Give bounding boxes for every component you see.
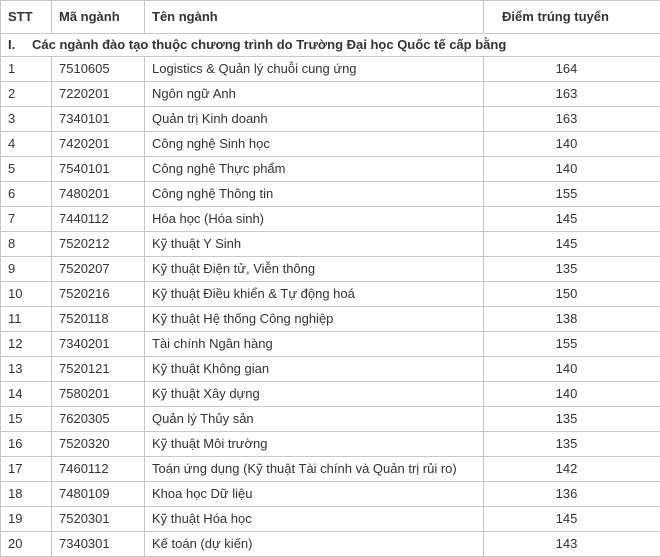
row-name: Quản lý Thủy sản [145, 407, 484, 432]
row-name: Quản trị Kinh doanh [145, 107, 484, 132]
row-code: 7340101 [52, 107, 145, 132]
row-score: 145 [484, 207, 660, 232]
row-stt: 7 [1, 207, 52, 232]
row-score: 155 [484, 332, 660, 357]
row-score: 140 [484, 132, 660, 157]
table-row [1, 232, 660, 257]
row-score: 163 [484, 82, 660, 107]
row-score: 163 [484, 107, 660, 132]
row-name: Kỹ thuật Điện tử, Viễn thông [145, 257, 484, 282]
row-code: 7340201 [52, 332, 145, 357]
row-name: Khoa học Dữ liệu [145, 482, 484, 507]
table-row [1, 532, 660, 557]
table-row [1, 282, 660, 307]
section-row [1, 34, 660, 57]
table-row [1, 432, 660, 457]
row-stt: 5 [1, 157, 52, 182]
row-name: Kỹ thuật Hệ thống Công nghiệp [145, 307, 484, 332]
row-stt: 1 [1, 57, 52, 82]
table-row [1, 132, 660, 157]
row-name: Công nghệ Thực phẩm [145, 157, 484, 182]
row-score: 142 [484, 457, 660, 482]
row-stt: 14 [1, 382, 52, 407]
row-score: 164 [484, 57, 660, 82]
table-row [1, 457, 660, 482]
row-code: 7220201 [52, 82, 145, 107]
table-row [1, 182, 660, 207]
table-row [1, 332, 660, 357]
row-code: 7520320 [52, 432, 145, 457]
row-stt: 4 [1, 132, 52, 157]
header-row [1, 1, 660, 34]
table-row [1, 382, 660, 407]
row-name: Công nghệ Thông tin [145, 182, 484, 207]
row-score: 145 [484, 507, 660, 532]
row-name: Kỹ thuật Hóa học [145, 507, 484, 532]
header-name: Tên ngành [145, 1, 484, 34]
row-name: Ngôn ngữ Anh [145, 82, 484, 107]
table-row [1, 507, 660, 532]
row-score: 135 [484, 432, 660, 457]
table-row [1, 407, 660, 432]
table-row [1, 107, 660, 132]
row-code: 7520121 [52, 357, 145, 382]
row-name: Kỹ thuật Không gian [145, 357, 484, 382]
row-code: 7460112 [52, 457, 145, 482]
row-name: Kỹ thuật Môi trường [145, 432, 484, 457]
row-name: Tài chính Ngân hàng [145, 332, 484, 357]
row-stt: 10 [1, 282, 52, 307]
header-stt: STT [1, 1, 52, 34]
row-score: 138 [484, 307, 660, 332]
table-row [1, 257, 660, 282]
row-name: Kế toán (dự kiến) [145, 532, 484, 557]
table-row [1, 157, 660, 182]
row-score: 140 [484, 157, 660, 182]
row-stt: 11 [1, 307, 52, 332]
row-stt: 17 [1, 457, 52, 482]
row-score: 136 [484, 482, 660, 507]
row-code: 7520212 [52, 232, 145, 257]
table-row [1, 307, 660, 332]
section-number: I. [8, 37, 32, 53]
row-code: 7510605 [52, 57, 145, 82]
row-name: Hóa học (Hóa sinh) [145, 207, 484, 232]
table-row [1, 57, 660, 82]
row-score: 135 [484, 407, 660, 432]
row-score: 135 [484, 257, 660, 282]
row-score: 140 [484, 382, 660, 407]
section-cell [1, 34, 660, 57]
section-title: Các ngành đào tạo thuộc chương trình do Trường Đại học Quốc tế cấp bằng [32, 37, 506, 52]
row-stt: 8 [1, 232, 52, 257]
row-stt: 12 [1, 332, 52, 357]
row-name: Kỹ thuật Y Sinh [145, 232, 484, 257]
row-name: Logistics & Quản lý chuỗi cung ứng [145, 57, 484, 82]
row-code: 7420201 [52, 132, 145, 157]
row-code: 7480109 [52, 482, 145, 507]
row-code: 7520301 [52, 507, 145, 532]
table-row [1, 82, 660, 107]
row-stt: 16 [1, 432, 52, 457]
row-stt: 9 [1, 257, 52, 282]
row-stt: 18 [1, 482, 52, 507]
row-score: 143 [484, 532, 660, 557]
row-stt: 13 [1, 357, 52, 382]
row-name: Toán ứng dụng (Kỹ thuật Tài chính và Quản trị rủi ro) [145, 457, 484, 482]
table-row [1, 207, 660, 232]
row-name: Kỹ thuật Xây dựng [145, 382, 484, 407]
table-row [1, 357, 660, 382]
row-stt: 2 [1, 82, 52, 107]
row-code: 7540101 [52, 157, 145, 182]
row-code: 7520118 [52, 307, 145, 332]
row-score: 140 [484, 357, 660, 382]
row-code: 7480201 [52, 182, 145, 207]
row-score: 155 [484, 182, 660, 207]
row-code: 7340301 [52, 532, 145, 557]
row-stt: 3 [1, 107, 52, 132]
table-row [1, 482, 660, 507]
row-code: 7520207 [52, 257, 145, 282]
row-code: 7580201 [52, 382, 145, 407]
row-name: Kỹ thuật Điều khiển & Tự động hoá [145, 282, 484, 307]
row-stt: 20 [1, 532, 52, 557]
row-code: 7520216 [52, 282, 145, 307]
row-stt: 15 [1, 407, 52, 432]
row-code: 7620305 [52, 407, 145, 432]
row-stt: 19 [1, 507, 52, 532]
row-score: 150 [484, 282, 660, 307]
row-score: 145 [484, 232, 660, 257]
row-code: 7440112 [52, 207, 145, 232]
row-name: Công nghệ Sinh học [145, 132, 484, 157]
row-stt: 6 [1, 182, 52, 207]
header-score: Điểm trúng tuyển [484, 1, 660, 34]
header-code: Mã ngành [52, 1, 145, 34]
